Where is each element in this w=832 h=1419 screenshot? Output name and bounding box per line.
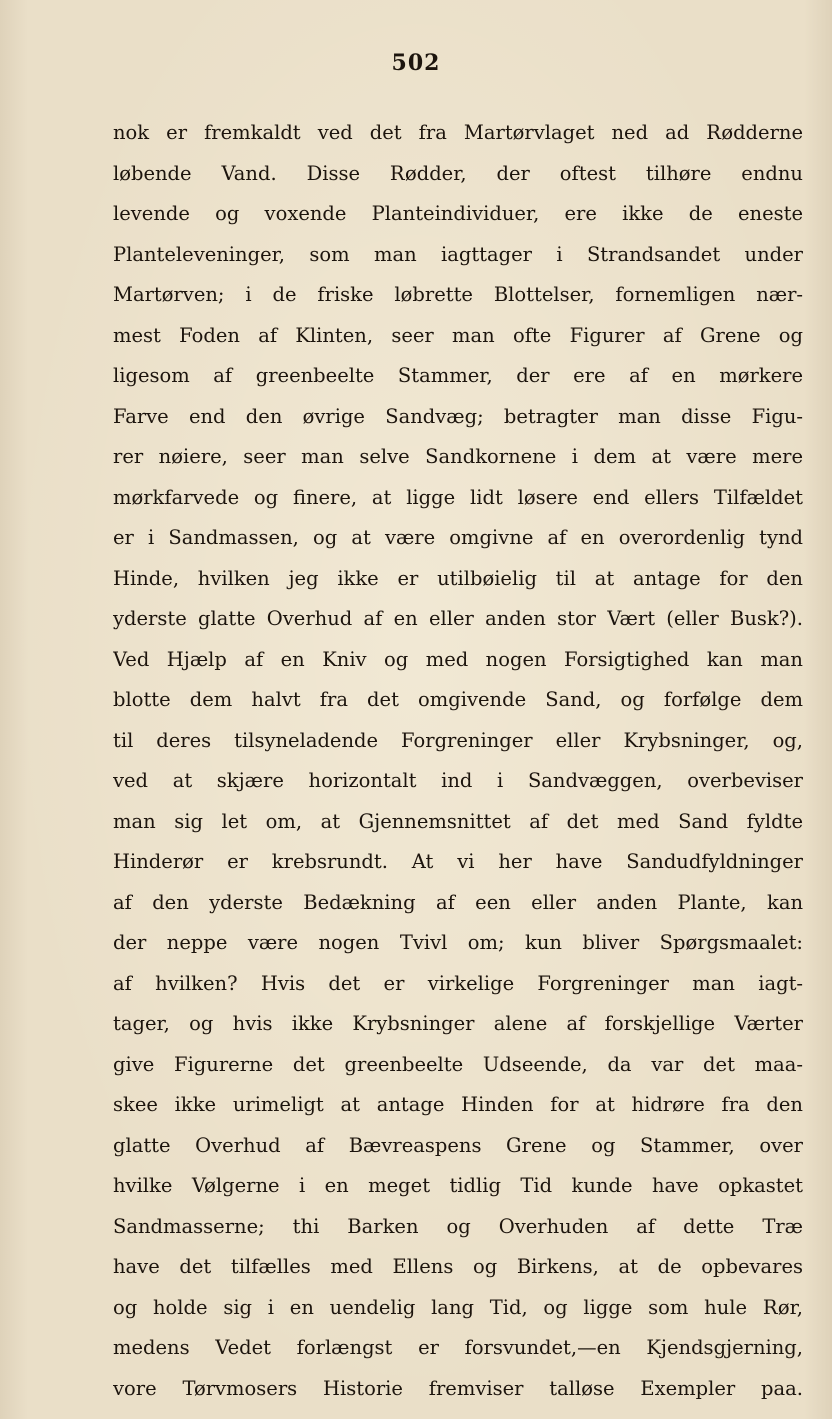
text-line: man sig let om, at Gjennemsnittet af det med Sand fyldte	[113, 809, 803, 833]
text-line: Martørven; i de friske løbrette Blottelser, fornemligen nær-	[113, 283, 803, 306]
text-line: mest Foden af Klinten, seer man ofte Figurer af Grene og	[113, 323, 803, 347]
text-line: blotte dem halvt fra det omgivende Sand, og forfølge dem	[113, 688, 803, 711]
text-line: af hvilken? Hvis det er virkelige Forgreninger man iagt-	[113, 971, 803, 995]
text-line: give Figurerne det greenbeelte Udseende, da var det maa-	[113, 1052, 803, 1076]
text-line: levende og voxende Planteindividuer, ere ikke de eneste	[113, 202, 803, 225]
text-line: er i Sandmassen, og at være omgivne af en overordenlig tynd	[113, 526, 803, 549]
page-number: 502	[391, 50, 441, 76]
text-line: yderste glatte Overhud af en eller anden stor Vært (eller Busk?).	[113, 607, 803, 630]
text-line: tager, og hvis ikke Krybsninger alene af forskjellige Værter	[113, 1012, 803, 1035]
text-line: glatte Overhud af Bævreaspens Grene og Stammer, over	[113, 1133, 803, 1157]
text-line: og holde sig i en uendelig lang Tid, og ligge som hule Rør,	[113, 1295, 803, 1319]
text-line: løbende Vand. Disse Rødder, der oftest tilhøre endnu	[113, 161, 803, 185]
text-line: nok er fremkaldt ved det fra Martørvlaget ned ad Rødderne	[113, 121, 803, 144]
text-line: hvilke Vølgerne i en meget tidlig Tid kunde have opkastet	[113, 1174, 803, 1197]
text-line: rer nøiere, seer man selve Sandkornene i dem at være mere	[113, 445, 803, 468]
text-line: Sandmasserne; thi Barken og Overhuden af dette Træ	[113, 1214, 803, 1238]
text-line: Hinde, hvilken jeg ikke er utilbøielig til at antage for den	[113, 566, 803, 590]
text-line: Planteleveninger, som man iagttager i Strandsandet under	[113, 242, 803, 266]
text-line: af den yderste Bedækning af een eller anden Plante, kan	[113, 890, 803, 914]
text-line: mørkfarvede og finere, at ligge lidt løsere end ellers Tilfældet	[113, 485, 803, 509]
text-line: vore Tørvmosers Historie fremviser talløse Exempler paa.	[113, 1376, 803, 1400]
body-text	[113, 113, 803, 1409]
text-line: ved at skjære horizontalt ind i Sandvæggen, overbeviser	[113, 769, 803, 792]
text-line: ligesom af greenbeelte Stammer, der ere af en mørkere	[113, 364, 803, 387]
text-line: der neppe være nogen Tvivl om; kun bliver Spørgsmaalet:	[113, 931, 803, 954]
text-line: Hinderør er krebsrundt. At vi her have Sandudfyldninger	[113, 850, 803, 873]
text-line: skee ikke urimeligt at antage Hinden for at hidrøre fra den	[113, 1093, 803, 1116]
text-line: Farve end den øvrige Sandvæg; betragter man disse Figu-	[113, 404, 803, 428]
text-line: medens Vedet forlængst er forsvundet,—en Kjendsgjerning,	[113, 1336, 803, 1359]
text-line: til deres tilsyneladende Forgreninger eller Krybsninger, og,	[113, 728, 803, 752]
text-line: have det tilfælles med Ellens og Birkens, at de opbevares	[113, 1255, 803, 1278]
text-line: Ved Hjælp af en Kniv og med nogen Forsigtighed kan man	[113, 647, 803, 671]
